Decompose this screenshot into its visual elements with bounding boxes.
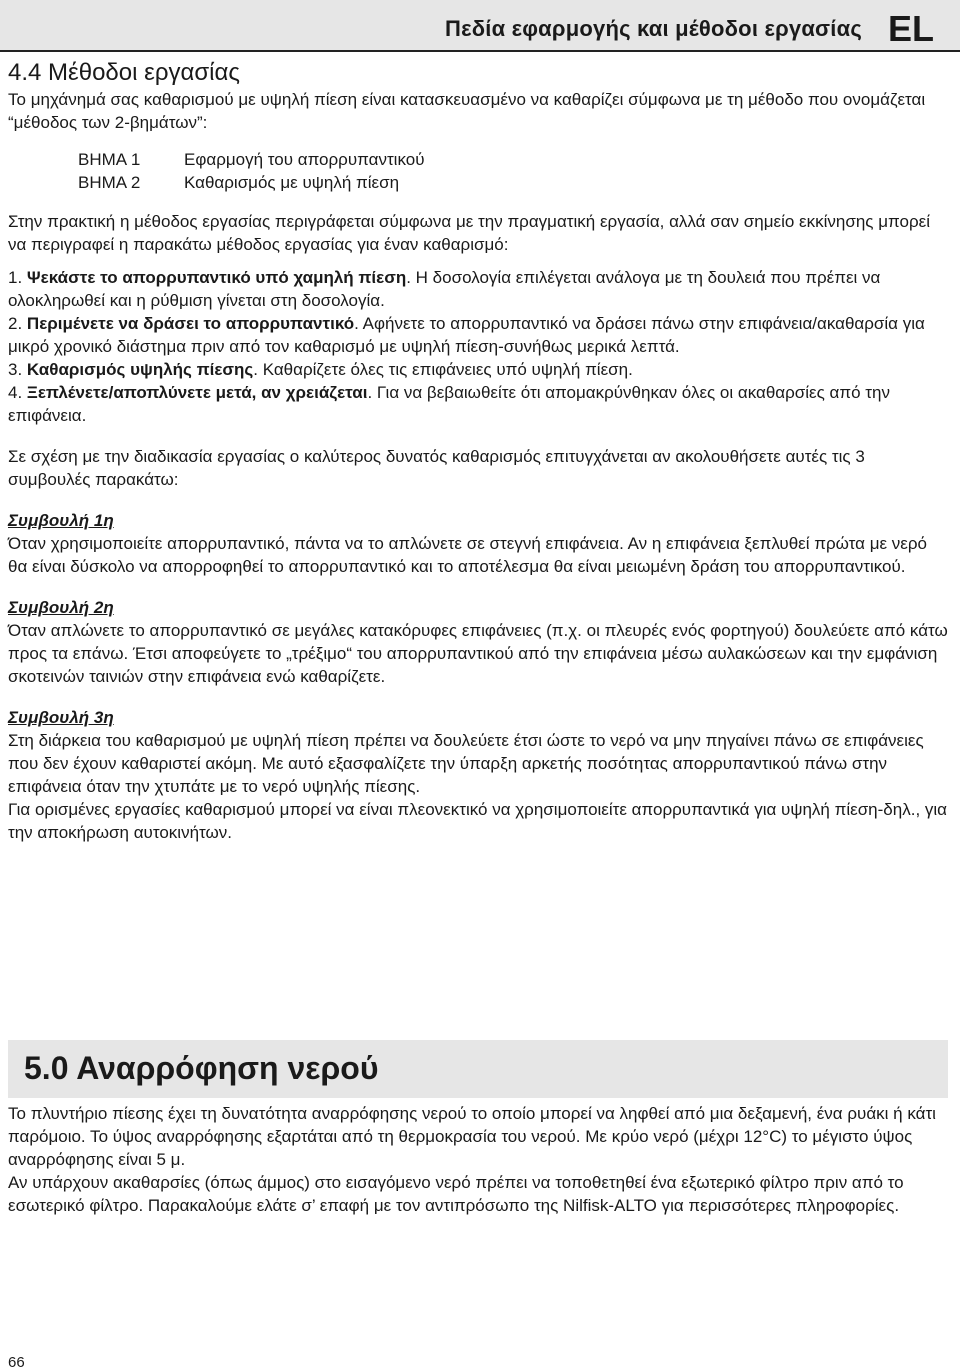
list-number: 1.	[8, 268, 23, 287]
list-bold: Ξεπλένετε/αποπλύνετε μετά, αν χρειάζεται	[26, 383, 368, 402]
section-title: 5.0 Αναρρόφηση νερού	[24, 1050, 379, 1086]
header-bar	[0, 0, 960, 52]
intro-paragraph: Το μηχάνημά σας καθαρισμού με υψηλή πίεση είναι κατασκευασμένο να καθαρίζει σύμφωνα με τη μέθοδο που ονομάζεται “μέθοδος των 2-βημάτων”:	[8, 90, 926, 132]
section-5-0-header	[8, 1040, 948, 1098]
method-list-item	[8, 358, 948, 381]
list-bold: Καθαρισμός υψηλής πίεσης	[26, 360, 254, 379]
step-row	[78, 148, 948, 171]
step-key: ΒΗΜΑ 2	[78, 173, 141, 192]
tip-2-heading: Συμβουλή 2η	[8, 598, 114, 617]
page-number: 66	[8, 1354, 25, 1371]
method-list-item	[8, 266, 948, 312]
suction-paragraph-1: Το πλυντήριο πίεσης έχει τη δυνατότητα αναρρόφησης νερού το οποίο μπορεί να ληφθεί από μια δεξαμενή, ένα ρυάκι ή κάτι παρόμοιο. Το ύψος αναρρόφησης εξαρτάται από τη θερμοκρασία του νερού. Με κρύο νερό (μέχρι 12°C) το μέγιστο ύψος αναρρόφησης είναι 5 μ.	[8, 1104, 936, 1169]
list-text: . Αφήνετε το απορρυπαντικό να δράσει πάνω στην επιφάνεια/ακαθαρσία για μικρό χρονικό διάστημα πριν από τον καθαρισμό με υψηλή πίεση-συνήθως μερικά λεπτά.	[8, 314, 925, 356]
tips-intro: Σε σχέση με την διαδικασία εργασίας ο καλύτερος δυνατός καθαρισμός επιτυγχάνεται αν ακολουθήσετε αυτές τις 3 συμβουλές παρακάτω:	[8, 447, 865, 489]
tip-3-heading: Συμβουλή 3η	[8, 708, 114, 727]
list-text: . Η δοσολογία επιλέγεται ανάλογα με τη δουλειά που πρέπει να ολοκληρωθεί και η ρύθμιση γίνεται στη δοσολογία.	[8, 268, 881, 310]
method-list-item	[8, 381, 948, 427]
list-number: 2.	[8, 314, 23, 333]
tip-3-text-extra: Για ορισμένες εργασίες καθαρισμού μπορεί να είναι πλεονεκτικό να χρησιμοποιείτε απορρυπαντικά για υψηλή πίεση-δηλ., για την αποκήρωση αυτοκινήτων.	[8, 800, 947, 842]
step-value: Εφαρμογή του απορρυπαντικού	[184, 150, 425, 169]
language-code: EL	[887, 8, 934, 49]
list-text: . Καθαρίζετε όλες τις επιφάνειες υπό υψηλή πίεση.	[253, 360, 633, 379]
tip-2-text: Όταν απλώνετε το απορρυπαντικό σε μεγάλες κατακόρυφες επιφάνειες (π.χ. οι πλευρές ενός φορτηγού) δουλεύετε από κάτω προς τα επάνω. Έτσι αποφεύγετε το „τρέξιμο“ του απορρυπαντικού από την επιφάνεια μέσω αυλακώσεων και την εμφάνιση σκοτεινών ταινιών στην επιφάνεια ενώ καθαρίζετε.	[8, 621, 948, 686]
tip-3-text: Στη διάρκεια του καθαρισμού με υψηλή πίεση πρέπει να δουλεύετε έτσι ώστε το νερό να μην πηγαίνει πάνω σε επιφάνειες που δεν έχουν καθαριστεί ακόμη. Με αυτό εξασφαλίζετε την ύπαρξη αρκετής ποσότητας απορρυπαντικού πάνω στην επιφάνεια όταν την χτυπάτε με το νερό υψηλής πίεσης.	[8, 731, 924, 796]
method-list-item	[8, 312, 948, 358]
steps-list	[78, 148, 948, 194]
step-value: Καθαρισμός με υψηλή πίεση	[184, 173, 400, 192]
section-5-0-body	[8, 1102, 948, 1217]
tip-1-heading: Συμβουλή 1η	[8, 511, 114, 530]
header-title: Πεδία εφαρμογής και μέθοδοι εργασίας	[444, 16, 862, 41]
list-bold: Ψεκάστε το απορρυπαντικό υπό χαμηλή πίεση	[26, 268, 407, 287]
list-text: . Για να βεβαιωθείτε ότι απομακρύνθηκαν όλες οι ακαθαρσίες από την επιφάνεια.	[8, 383, 890, 425]
step-key: ΒΗΜΑ 1	[78, 150, 141, 169]
list-bold: Περιμένετε να δράσει το απορρυπαντικό	[26, 314, 355, 333]
section-4-4	[8, 58, 948, 844]
section-title: 4.4 Μέθοδοι εργασίας	[8, 59, 240, 86]
list-number: 3.	[8, 360, 23, 379]
suction-paragraph-2: Αν υπάρχουν ακαθαρσίες (όπως άμμος) στο εισαγόμενο νερό πρέπει να τοποθετηθεί ένα εξωτερικό φίλτρο πριν από το εσωτερικό φίλτρο. Παρακαλούμε ελάτε σ’ επαφή με τον αντιπρόσωπο της Nilfisk-ALTO για περισσότερες πληροφορίες.	[8, 1173, 904, 1215]
step-row	[78, 171, 948, 194]
tip-1-text: Όταν χρησιμοποιείτε απορρυπαντικό, πάντα να το απλώνετε σε στεγνή επιφάνεια. Αν η επιφάνεια ξεπλυθεί πρώτα με νερό θα είναι δύσκολο να απορροφηθεί το απορρυπαντικό και το αποτέλεσμα θα είναι μειωμένη δράση του απορρυπαντικού.	[8, 534, 927, 576]
practice-paragraph: Στην πρακτική η μέθοδος εργασίας περιγράφεται σύμφωνα με την πραγματική εργασία, αλλά σαν σημείο εκκίνησης μπορεί να περιγραφεί η παρακάτω μέθοδος εργασίας για έναν καθαρισμό:	[8, 212, 930, 254]
list-number: 4.	[8, 383, 23, 402]
